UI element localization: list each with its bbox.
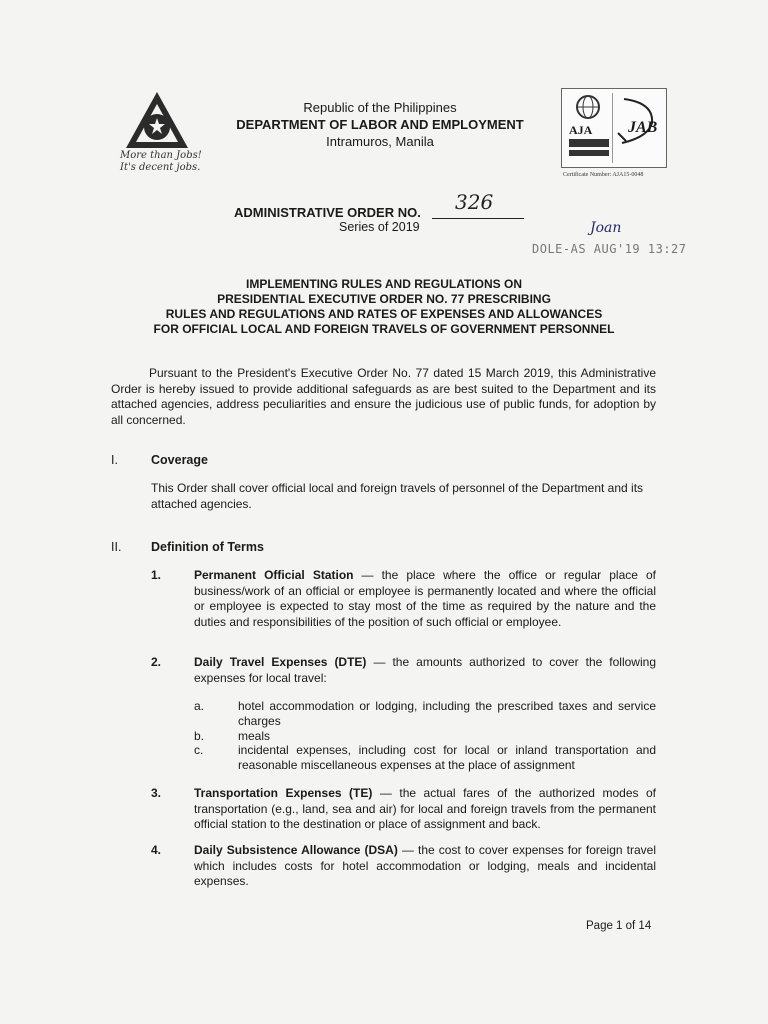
list-item-letter: c. (194, 743, 204, 757)
definition-text: — the actual fares of the authorized modes of transportation (e.g., land, sea and air) for local and foreign travels from the permanent official station to the destination or place of assignment and back. (194, 786, 656, 831)
order-number: 326 (455, 190, 494, 214)
list-item-letter: b. (194, 729, 205, 743)
definition-number: 4. (151, 843, 162, 857)
department-location: Intramuros, Manila (326, 134, 434, 149)
list-item-text: hotel accommodation or lodging, including the prescribed taxes and service charges (238, 699, 656, 728)
definition-body (194, 786, 656, 833)
section-2-number: II. (111, 540, 122, 554)
title-line-1: IMPLEMENTING RULES AND REGULATIONS ON (246, 277, 522, 291)
intro-paragraph: Pursuant to the President's Executive Order No. 77 dated 15 March 2019, this Administrative Order is hereby issued to provide additional safeguards as are best suited to the Department and its attached agencies, address peculiarities and ensure the judicious use of public funds, for adoption by all concerned. (111, 366, 656, 427)
received-stamp: DOLE-AS AUG'19 13:27 (532, 242, 687, 256)
aja-jab-certification-icon (561, 88, 667, 168)
aja-bar-2 (569, 150, 609, 156)
definition-term: Daily Travel Expenses (DTE) (194, 655, 367, 669)
republic-line: Republic of the Philippines (303, 100, 457, 115)
globe-icon (566, 93, 612, 123)
definition-term: Daily Subsistence Allowance (DSA) (194, 843, 398, 857)
logo-tagline (120, 150, 230, 174)
definition-text: — the place where the office or regular place of business/work of an official or employee is permanently located and where the official or employee is expected to stay most of the time as required by the nature and the duties and responsibilities of the position of such official or employee. (194, 568, 656, 629)
definition-body (194, 655, 656, 686)
jab-label: JAB (628, 119, 658, 136)
list-item-letter: a. (194, 699, 205, 713)
handwritten-initial: Joan (590, 220, 622, 236)
tagline-line-2: It's decent jobs. (120, 162, 201, 173)
aja-bar (569, 139, 609, 147)
tagline-line-1: More than Jobs! (120, 150, 202, 161)
definition-text: — the cost to cover expenses for foreign travel which includes costs for hotel accommodation or lodging, meals and incidental expenses. (194, 843, 656, 888)
order-label: ADMINISTRATIVE ORDER NO. (234, 205, 421, 220)
definition-number: 2. (151, 655, 162, 669)
department-name: DEPARTMENT OF LABOR AND EMPLOYMENT (236, 117, 524, 132)
section-1-title: Coverage (151, 453, 208, 467)
section-1-text: This Order shall cover official local and foreign travels of personnel of the Department and its attached agencies. (151, 481, 644, 511)
order-number-line (432, 218, 524, 219)
definition-body (194, 568, 656, 630)
title-line-4: FOR OFFICIAL LOCAL AND FOREIGN TRAVELS OF GOVERNMENT PERSONNEL (153, 322, 615, 336)
definition-text: — the amounts authorized to cover the following expenses for local travel: (194, 655, 656, 685)
section-2-title: Definition of Terms (151, 540, 264, 554)
list-item-text: incidental expenses, including cost for local or inland transportation and reasonable miscellaneous expenses at the place of assignment (238, 743, 656, 772)
order-series: Series of 2019 (339, 220, 420, 234)
jab-mark (614, 93, 662, 163)
dole-triangle-logo-icon (124, 90, 224, 152)
section-1-number: I. (111, 453, 118, 467)
definition-number: 1. (151, 568, 162, 582)
definition-term: Permanent Official Station (194, 568, 354, 582)
aja-mark (566, 93, 613, 163)
certificate-number: Certificate Number: AJA15-0048 (563, 172, 644, 178)
department-header (220, 100, 540, 150)
page-number: Page 1 of 14 (586, 920, 652, 932)
title-line-2: PRESIDENTIAL EXECUTIVE ORDER NO. 77 PRESCRIBING (217, 292, 551, 306)
aja-label: AJA (569, 123, 593, 137)
definition-body (194, 843, 656, 890)
list-item-text: meals (238, 729, 271, 743)
document-title (100, 277, 668, 337)
definition-number: 3. (151, 786, 162, 800)
definition-term: Transportation Expenses (TE) (194, 786, 373, 800)
title-line-3: RULES AND REGULATIONS AND RATES OF EXPENSES AND ALLOWANCES (165, 307, 603, 321)
